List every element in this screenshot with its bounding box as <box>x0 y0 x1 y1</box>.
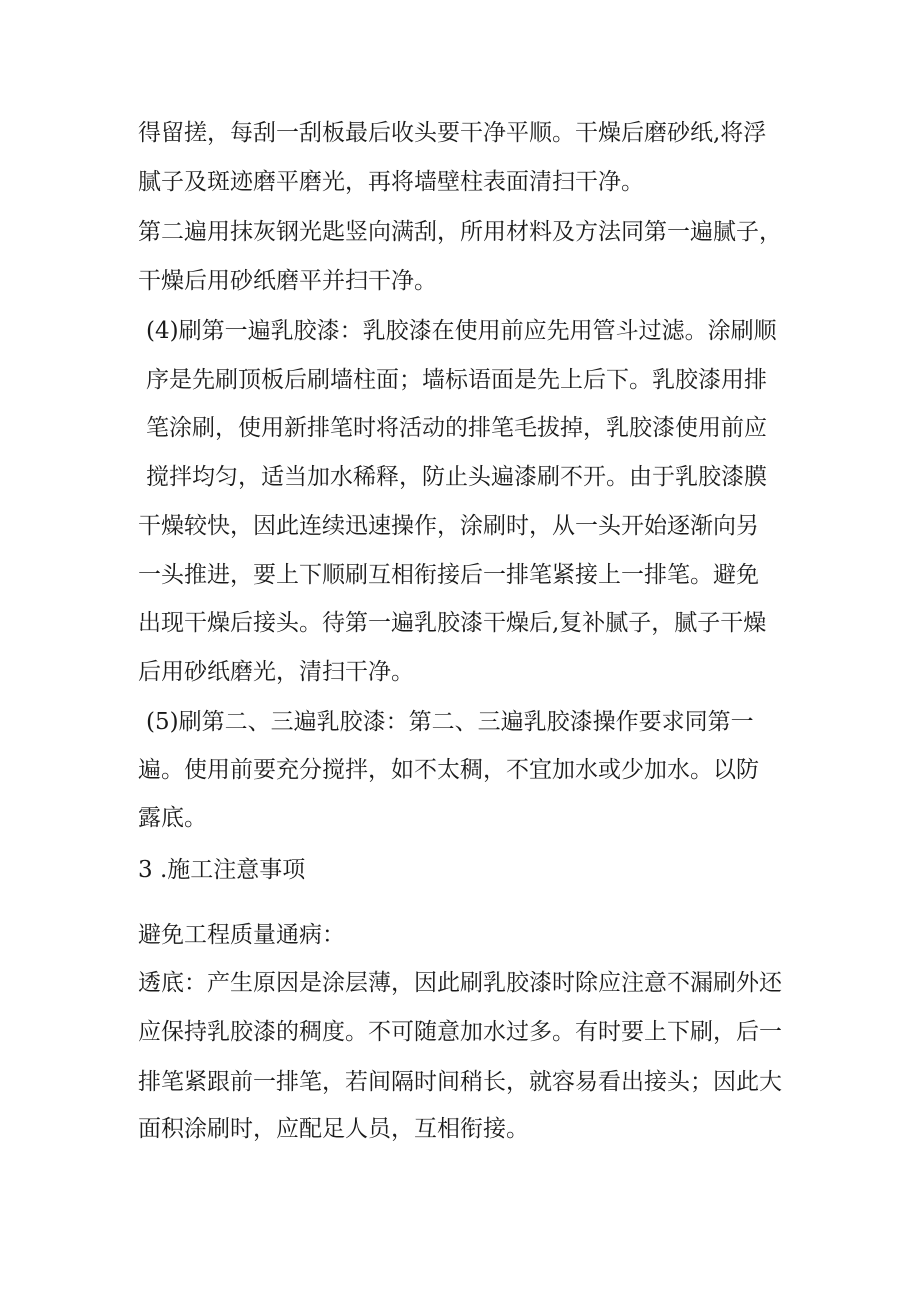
text-line: 应保持乳胶漆的稠度。不可随意加水过多。有时要上下刷，后一 <box>138 1019 782 1045</box>
text-line: 腻子及斑迹磨平磨光，再将墙壁柱表面清扫干净。 <box>138 169 644 195</box>
text-line: 后用砂纸磨光，清扫干净。 <box>138 659 414 685</box>
text-line: 笔涂刷，使用新排笔时将活动的排笔毛拔掉，乳胶漆使用前应 <box>146 415 767 441</box>
text-line: 透底：产生原因是涂层薄，因此刷乳胶漆时除应注意不漏刷外还 <box>138 970 782 996</box>
text-line: 排笔紧跟前一排笔，若间隔时间稍长，就容易看出接头；因此大 <box>138 1069 782 1095</box>
section-heading: 3 .施工注意事项 <box>138 857 306 883</box>
text-line: 干燥较快，因此连续迅速操作，涂刷时，从一头开始逐渐向另 <box>138 513 759 539</box>
text-line: 出现干燥后接头。待第一遍乳胶漆干燥后,复补腻子，腻子干燥 <box>138 610 767 636</box>
text-line: 露底。 <box>138 805 207 831</box>
text-line: 第二遍用抹灰钢光匙竖向满刮，所用材料及方法同第一遍腻子， <box>138 219 782 245</box>
text-line: 一头推进，要上下顺刷互相衔接后一排笔紧接上一排笔。避免 <box>138 562 759 588</box>
text-line: 得留搓，每刮一刮板最后收头要干净平顺。干燥后磨砂纸,将浮 <box>138 120 767 146</box>
text-line: 序是先刷顶板后刷墙柱面；墙标语面是先上后下。乳胶漆用排 <box>146 367 767 393</box>
text-line: (5)刷第二、三遍乳胶漆：第二、三遍乳胶漆操作要求同第一 <box>146 709 754 735</box>
text-line: 搅拌均匀，适当加水稀释，防止头遍漆刷不开。由于乳胶漆膜 <box>146 464 767 490</box>
text-line: 面积涂刷时，应配足人员，互相衔接。 <box>138 1116 529 1142</box>
text-line: 避免工程质量通病： <box>138 922 345 948</box>
text-line: 遍。使用前要充分搅拌，如不太稠，不宜加水或少加水。以防 <box>138 757 759 783</box>
text-line: (4)刷第一遍乳胶漆：乳胶漆在使用前应先用管斗过滤。涂刷顺 <box>146 318 777 344</box>
text-line: 干燥后用砂纸磨平并扫干净。 <box>138 268 437 294</box>
